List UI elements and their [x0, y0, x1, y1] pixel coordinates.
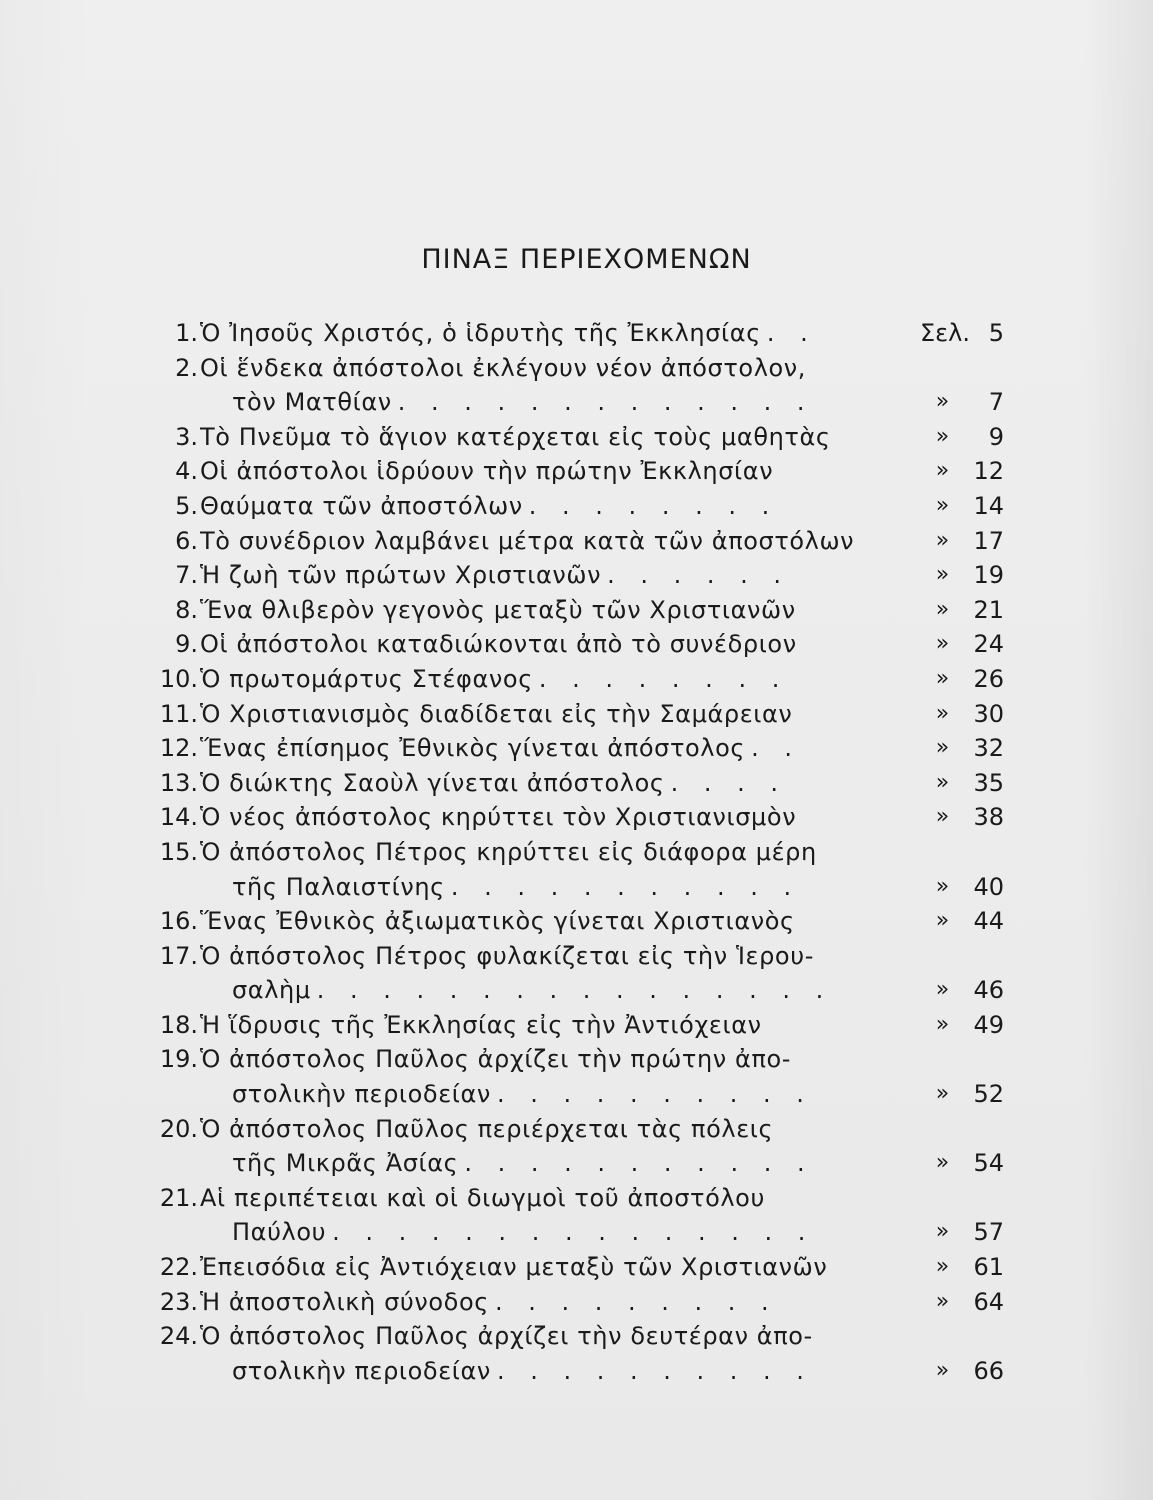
entry-number: 13.: [159, 768, 198, 797]
leader-dots: . . . . . . . . . .: [496, 1356, 813, 1385]
entry-number: 4.: [175, 457, 198, 486]
page-number: 66: [973, 1356, 1004, 1385]
entry-title-text: Τὸ Πνεῦμα τὸ ἅγιον κατέρχεται εἰς τοὺς μαθητὰς: [200, 422, 831, 451]
entry-title: [200, 593, 910, 628]
page-number: 44: [973, 907, 1004, 936]
ditto-mark: »: [935, 1357, 950, 1383]
ditto-mark: »: [935, 908, 950, 934]
toc-entry-line: [140, 351, 1020, 386]
entry-title-text: Ἕνας ἐπίσημος Ἐθνικὸς γίνεται ἀπόστολος: [200, 734, 746, 763]
entry-number: 5.: [175, 491, 198, 520]
entry-title: [200, 939, 910, 974]
toc-entry-line: [140, 662, 1020, 697]
page-number: 54: [973, 1149, 1004, 1178]
page-number: 19: [973, 561, 1004, 590]
page-number: 24: [973, 630, 1004, 659]
ditto-mark: »: [935, 423, 950, 449]
entry-title-text: Οἱ ἕνδεκα ἀπόστολοι ἐκλέγουν νέον ἀπόστολον,: [200, 353, 807, 382]
entry-number: 1.: [175, 319, 198, 347]
entry-title-text: Ὁ Χριστιανισμὸς διαδίδεται εἰς τὴν Σαμάρειαν: [200, 699, 793, 728]
entry-number: 21.: [159, 1183, 198, 1212]
toc-entry-line: [140, 1250, 1020, 1285]
entry-title-text: στολικὴν περιοδείαν: [232, 1080, 491, 1109]
entry-title: [200, 697, 910, 732]
ditto-mark: »: [935, 1254, 950, 1280]
entry-title: [200, 454, 910, 489]
toc-entry-line: [140, 1215, 1020, 1250]
entry-number: 18.: [159, 1010, 198, 1039]
toc-entry-line: [140, 1112, 1020, 1147]
toc-entry-line: [140, 1285, 1020, 1320]
ditto-mark: »: [935, 769, 950, 795]
entry-title: [232, 1077, 942, 1112]
entry-title: [200, 1181, 910, 1216]
ditto-mark: »: [935, 492, 950, 518]
page-title: ΠΙΝΑΞ ΠΕΡΙΕΧΟΜΕΝΩΝ: [421, 244, 752, 275]
toc-entry-line: [140, 316, 1020, 351]
leader-dots: . . . . . . . . .: [494, 1287, 778, 1316]
entry-number: 20.: [159, 1114, 198, 1143]
toc-entry-line: [140, 731, 1020, 766]
entry-title-text: Οἱ ἀπόστολοι ἱδρύουν τὴν πρώτην Ἐκκλησίαν: [200, 457, 774, 486]
toc-entry-line: [140, 454, 1020, 489]
entry-title-text: Θαύματα τῶν ἀποστόλων: [200, 491, 523, 520]
entry-number: 19.: [159, 1045, 198, 1074]
entry-title: [200, 558, 910, 593]
toc-entry-line: [140, 870, 1020, 905]
entry-title-text: στολικὴν περιοδείαν: [232, 1356, 491, 1385]
entry-title-text: Ἡ ἀποστολικὴ σύνοδος: [200, 1287, 489, 1316]
ditto-mark: »: [935, 1288, 950, 1314]
entry-title: [232, 870, 942, 905]
entry-number: 2.: [175, 353, 198, 382]
entry-number: 22.: [159, 1253, 198, 1282]
ditto-mark: »: [935, 596, 950, 622]
ditto-mark: »: [935, 458, 950, 484]
ditto-mark: »: [935, 631, 950, 657]
entry-number: 24.: [159, 1322, 198, 1351]
leader-dots: . .: [751, 734, 801, 763]
ditto-mark: »: [935, 562, 950, 588]
entry-title: [200, 904, 910, 939]
ditto-mark: »: [935, 1219, 950, 1245]
entry-title: [200, 524, 910, 559]
entry-number: 7.: [175, 561, 198, 590]
toc-entry-line: [140, 489, 1020, 524]
toc-entry-line: [140, 939, 1020, 974]
entry-title-text: Ἕνα θλιβερὸν γεγονὸς μεταξὺ τῶν Χριστιανῶν: [200, 595, 796, 624]
entry-title-text: τῆς Μικρᾶς Ἀσίας: [232, 1149, 459, 1178]
entry-title-text: Ὁ ἀπόστολος Πέτρος κηρύττει εἰς διάφορα μέρη: [200, 837, 817, 866]
entry-title: [232, 1354, 942, 1389]
page-number: 40: [973, 872, 1004, 901]
page-number: 61: [973, 1253, 1004, 1282]
entry-title-text: Ἕνας Ἐθνικὸς ἀξιωματικὸς γίνεται Χριστιανὸς: [200, 907, 795, 936]
entry-title: [200, 662, 910, 697]
page-number: 14: [973, 491, 1004, 520]
page-number: 21: [973, 595, 1004, 624]
entry-title: [200, 1285, 910, 1320]
entry-title: [232, 385, 942, 420]
entry-title: [200, 766, 910, 801]
ditto-mark: »: [935, 804, 950, 830]
leader-dots: . . . . . . . . . .: [496, 1080, 813, 1109]
toc-entry-line: [140, 1354, 1020, 1389]
table-of-contents: [140, 316, 1020, 1388]
entry-title: [200, 627, 910, 662]
toc-entry-line: [140, 1077, 1020, 1112]
leader-dots: . . . . . . . . . . . . . . .: [332, 1218, 815, 1247]
entry-title: [200, 835, 910, 870]
entry-number: 14.: [159, 803, 198, 832]
page-number: 30: [973, 699, 1004, 728]
entry-title-text: τὸν Ματθίαν: [232, 388, 392, 417]
entry-title-text: τῆς Παλαιστίνης: [232, 872, 445, 901]
page-number: 5: [988, 319, 1004, 347]
page-number: 46: [973, 976, 1004, 1005]
leader-dots: . . . . . . . . . . . . . . . .: [316, 976, 833, 1005]
entry-number: 12.: [159, 734, 198, 763]
entry-title: [200, 489, 910, 524]
page-number: 38: [973, 803, 1004, 832]
page-number: 35: [973, 768, 1004, 797]
toc-entry-line: [140, 835, 1020, 870]
entry-number: 23.: [159, 1287, 198, 1316]
ditto-mark: »: [935, 1011, 950, 1037]
entry-number: 15.: [159, 837, 198, 866]
entry-title-text: Ἐπεισόδια εἰς Ἀντιόχειαν μεταξὺ τῶν Χριστιανῶν: [200, 1253, 828, 1282]
entry-title-text: Ἡ ζωὴ τῶν πρώτων Χριστιανῶν: [200, 561, 602, 590]
page-number: 32: [973, 734, 1004, 763]
ditto-mark: »: [935, 1150, 950, 1176]
toc-entry-line: [140, 627, 1020, 662]
entry-title-text: Ὁ ἀπόστολος Παῦλος ἀρχίζει τὴν δευτέραν ἀπο-: [200, 1322, 813, 1351]
ditto-mark: »: [935, 873, 950, 899]
entry-number: 9.: [175, 630, 198, 659]
ditto-mark: »: [935, 700, 950, 726]
entry-title-text: Οἱ ἀπόστολοι καταδιώκονται ἀπὸ τὸ συνέδριον: [200, 630, 797, 659]
toc-entry-line: [140, 1146, 1020, 1181]
toc-entry-line: [140, 1319, 1020, 1354]
leader-dots: . . . . . . . .: [528, 491, 779, 520]
leader-dots: . . . . . .: [607, 561, 791, 590]
toc-entry-line: [140, 1181, 1020, 1216]
entry-title: [200, 1042, 910, 1077]
entry-title: [200, 316, 910, 351]
leader-dots: . . . . . . . . . . .: [450, 872, 801, 901]
entry-title: [200, 1008, 910, 1043]
entry-title-text: Παύλου: [232, 1218, 327, 1247]
leader-dots: . . . . . . . . . . .: [464, 1149, 814, 1178]
entry-title: [232, 1215, 942, 1250]
toc-entry-line: [140, 1008, 1020, 1043]
entry-title: [200, 1250, 910, 1285]
leader-dots: . . . . . . . . . . . . .: [397, 388, 814, 417]
toc-entry-line: [140, 697, 1020, 732]
toc-entry-line: [140, 524, 1020, 559]
entry-title: [200, 420, 910, 455]
entry-title: [200, 351, 910, 386]
entry-number: 3.: [175, 422, 198, 451]
entry-title-text: σαλὴμ: [232, 976, 311, 1005]
page-number: 26: [973, 664, 1004, 693]
entry-title-text: Αἱ περιπέτειαι καὶ οἱ διωγμοὶ τοῦ ἀποστόλου: [200, 1183, 765, 1212]
entry-number: 11.: [159, 699, 198, 728]
leader-dots: . .: [766, 319, 817, 347]
ditto-mark: »: [935, 665, 950, 691]
page-number: 49: [973, 1010, 1004, 1039]
page-number: 9: [988, 422, 1004, 451]
toc-entry-line: [140, 593, 1020, 628]
entry-title: [200, 1319, 910, 1354]
entry-title: [200, 1112, 910, 1147]
toc-entry-line: [140, 1042, 1020, 1077]
entry-number: 6.: [175, 526, 198, 555]
ditto-mark: »: [935, 1081, 950, 1107]
page-prefix: Σελ.: [920, 319, 970, 347]
entry-number: 16.: [159, 907, 198, 936]
leader-dots: . . . .: [670, 768, 787, 797]
toc-entry-line: [140, 904, 1020, 939]
entry-title-text: Ὁ Ἰησοῦς Χριστός, ὁ ἱδρυτὴς τῆς Ἐκκλησίας: [200, 319, 761, 347]
toc-entry-line: [140, 973, 1020, 1008]
page-number: 17: [973, 526, 1004, 555]
ditto-mark: »: [935, 735, 950, 761]
ditto-mark: »: [935, 389, 950, 415]
ditto-mark: »: [935, 977, 950, 1003]
entry-title-text: Ὁ ἀπόστολος Πέτρος φυλακίζεται εἰς τὴν Ἱερου-: [200, 941, 814, 970]
page-number: 52: [973, 1080, 1004, 1109]
entry-title-text: Τὸ συνέδριον λαμβάνει μέτρα κατὰ τῶν ἀποστόλων: [200, 526, 855, 555]
entry-title-text: Ὁ πρωτομάρτυς Στέφανος: [200, 664, 533, 693]
entry-number: 17.: [159, 941, 198, 970]
entry-number: 8.: [175, 595, 198, 624]
page-number: 12: [973, 457, 1004, 486]
toc-entry-line: [140, 766, 1020, 801]
page-number: 57: [973, 1218, 1004, 1247]
ditto-mark: »: [935, 527, 950, 553]
entry-title-text: Ὁ ἀπόστολος Παῦλος περιέρχεται τὰς πόλεις: [200, 1114, 774, 1143]
toc-entry-line: [140, 385, 1020, 420]
entry-number: 10.: [159, 664, 198, 693]
entry-title: [232, 973, 942, 1008]
page-number: 64: [973, 1287, 1004, 1316]
entry-title-text: Ὁ νέος ἀπόστολος κηρύττει τὸν Χριστιανισμὸν: [200, 803, 797, 832]
entry-title: [232, 1146, 942, 1181]
entry-title: [200, 731, 910, 766]
toc-entry-line: [140, 800, 1020, 835]
entry-title-text: Ὁ ἀπόστολος Παῦλος ἀρχίζει τὴν πρώτην ἀπο-: [200, 1045, 792, 1074]
toc-entry-line: [140, 558, 1020, 593]
entry-title-text: Ὁ διώκτης Σαοὺλ γίνεται ἀπόστολος: [200, 768, 665, 797]
page-number: 7: [988, 388, 1004, 417]
leader-dots: . . . . . . . .: [538, 664, 789, 693]
toc-entry-line: [140, 420, 1020, 455]
entry-title-text: Ἡ ἵδρυσις τῆς Ἐκκλησίας εἰς τὴν Ἀντιόχειαν: [200, 1010, 762, 1039]
entry-title: [200, 800, 910, 835]
